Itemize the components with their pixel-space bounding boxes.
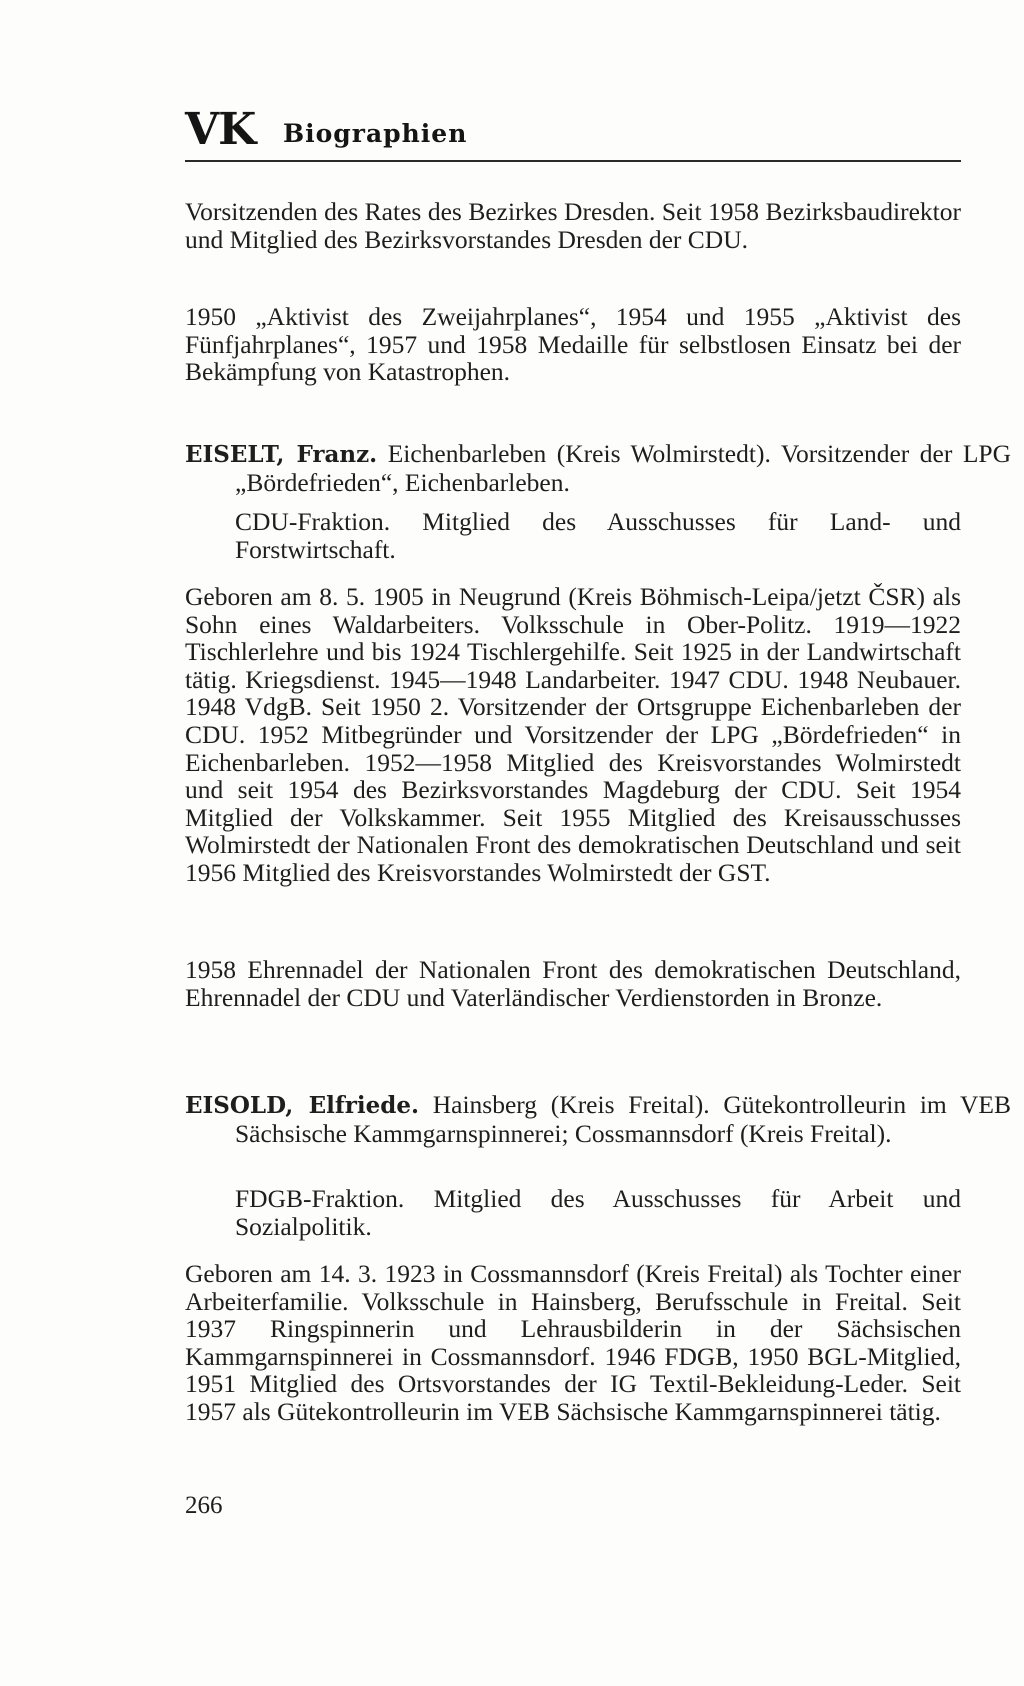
- entry-name: EISOLD, Elfriede.: [185, 1092, 419, 1119]
- page-number: 266: [185, 1492, 223, 1519]
- entry-intro: Hainsberg (Kreis Freital). Gütekontrolleurin im VEB Sächsische Kammgarnspinnerei; Cossmannsdorf (Kreis Freital).: [235, 1090, 1012, 1148]
- entry-heading: [185, 440, 1011, 496]
- entry-fraction: CDU-Fraktion. Mitglied des Ausschusses für Land- und Forstwirtschaft.: [235, 507, 961, 564]
- section-title: Biographien: [283, 119, 468, 148]
- entry-biography: Geboren am 14. 3. 1923 in Cossmannsdorf (Kreis Freital) als Tochter einer Arbeiterfamilie. Volksschule in Hainsberg, Berufsschule in Freital. Seit 1937 Ringspinnerin und Lehrausbilderin in der Sächsischen Kammgarnspinnerei in Cossmannsdorf. 1946 FDGB, 1950 BGL-Mitglied, 1951 Mitglied des Ortsvorstandes der IG Textil-Bekleidung-Leder. Seit 1957 als Gütekontrolleurin im VEB Sächsische Kammgarnspinnerei tätig.: [185, 1259, 961, 1426]
- section-mark: VK: [185, 104, 256, 155]
- entry-heading: [185, 1091, 1011, 1147]
- entry-awards: 1958 Ehrennadel der Nationalen Front des demokratischen Deutschland, Ehrennadel der CDU und Vaterländischer Verdienstorden in Bronze.: [185, 955, 961, 1012]
- header-rule: [185, 160, 961, 162]
- running-header: [185, 104, 961, 160]
- entry-name: EISELT, Franz.: [185, 441, 378, 468]
- entry-biography: Geboren am 8. 5. 1905 in Neugrund (Kreis Böhmisch-Leipa/jetzt ČSR) als Sohn eines Waldarbeiters. Volksschule in Ober-Politz. 1919—1922 Tischlerlehre und bis 1924 Tischlergehilfe. Seit 1925 in der Landwirtschaft tätig. Kriegsdienst. 1945—1948 Landarbeiter. 1947 CDU. 1948 Neubauer. 1948 VdgB. Seit 1950 2. Vorsitzender der Ortsgruppe Eichenbarleben der CDU. 1952 Mitbegründer und Vorsitzender der LPG „Bördefrieden“ in Eichenbarleben. 1952—1958 Mitglied des Kreisvorstandes Wolmirstedt und seit 1954 des Bezirksvorstandes Magdeburg der CDU. Seit 1954 Mitglied der Volkskammer. Seit 1955 Mitglied des Kreisausschusses Wolmirstedt der Nationalen Front des demokratischen Deutschland und seit 1956 Mitglied des Kreisvorstandes Wolmirstedt der GST.: [185, 582, 961, 887]
- continued-awards-paragraph: 1950 „Aktivist des Zweijahrplanes“, 1954 und 1955 „Aktivist des Fünfjahrplanes“, 1957 und 1958 Medaille für selbstlosen Einsatz bei der Bekämpfung von Katastrophen.: [185, 302, 961, 387]
- entry-fraction: FDGB-Fraktion. Mitglied des Ausschusses für Arbeit und Sozialpolitik.: [235, 1184, 961, 1241]
- entry-intro: Eichenbarleben (Kreis Wolmirstedt). Vorsitzender der LPG „Bördefrieden“, Eichenbarleben.: [235, 439, 1011, 497]
- continued-paragraph: Vorsitzenden des Rates des Bezirkes Dresden. Seit 1958 Bezirksbaudirektor und Mitglied des Bezirksvorstandes Dresden der CDU.: [185, 197, 961, 254]
